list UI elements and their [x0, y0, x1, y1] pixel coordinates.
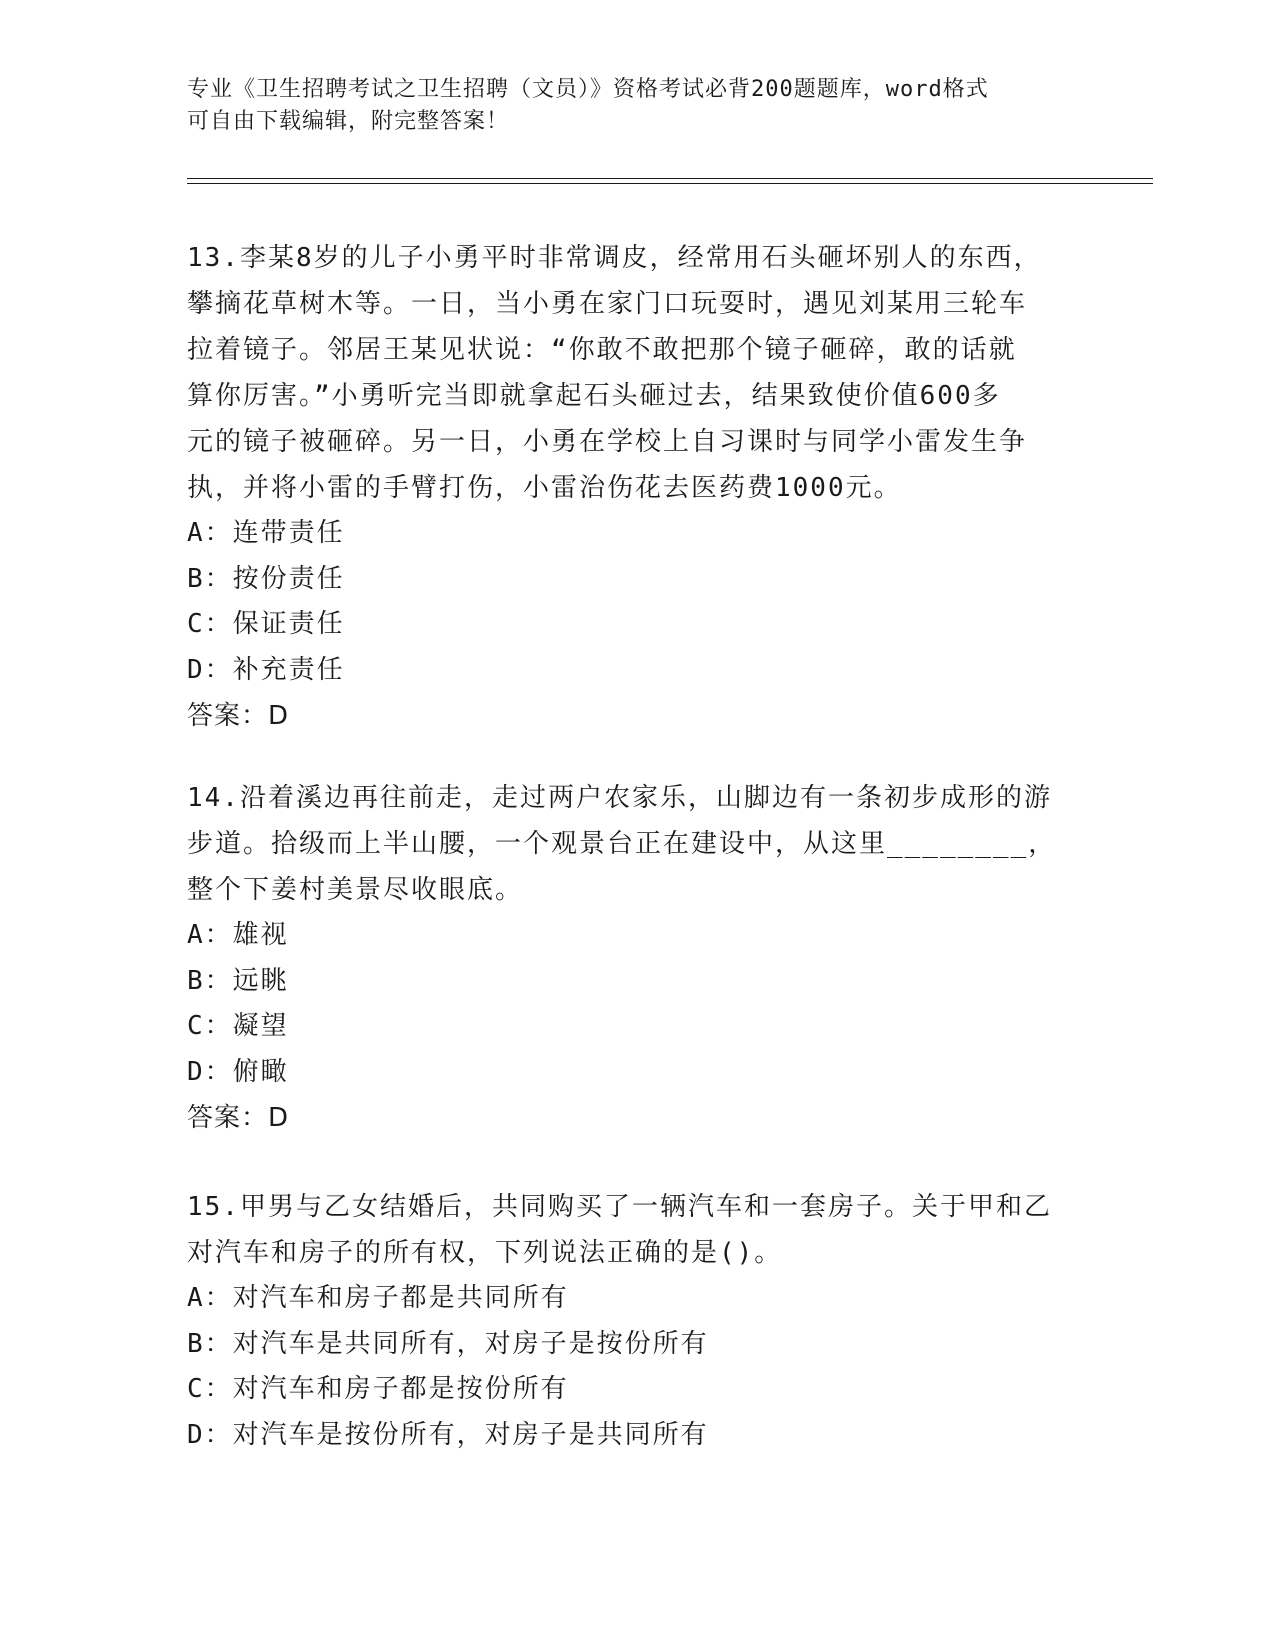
- option-d: D：对汽车是按份所有，对房子是共同所有: [187, 1419, 709, 1450]
- stem-line: 14.沿着溪边再往前走，走过两户农家乐，山脚边有一条初步成形的游: [187, 783, 1052, 813]
- option-a: A：连带责任: [187, 518, 345, 548]
- option-a: A：雄视: [187, 920, 289, 950]
- option-b: B：按份责任: [187, 563, 345, 594]
- option-b: B：对汽车是共同所有，对房子是按份所有: [187, 1328, 709, 1359]
- answer: 答案：D: [187, 1103, 290, 1133]
- header-line-1: 专业《卫生招聘考试之卫生招聘（文员）》资格考试必背200题题库，word格式: [187, 77, 989, 102]
- question-stem: [187, 775, 1067, 913]
- option-a: A：对汽车和房子都是共同所有: [187, 1283, 569, 1313]
- question-stem: [187, 235, 1067, 511]
- stem-line: 元的镜子被砸碎。另一日，小勇在学校上自习课时与同学小雷发生争: [187, 427, 1028, 457]
- option-d: D：补充责任: [187, 654, 345, 685]
- stem-line: 算你厉害。”小勇听完当即就拿起石头砸过去，结果致使价值600多: [187, 381, 1001, 411]
- header-line-2: 可自由下载编辑，附完整答案！: [187, 109, 510, 134]
- stem-line: 执，并将小雷的手臂打伤，小雷治伤花去医药费1000元。: [187, 473, 902, 503]
- stem-line: 整个下姜村美景尽收眼底。: [187, 875, 524, 905]
- header-divider-top: [187, 178, 1153, 179]
- option-c: C：凝望: [187, 1011, 289, 1041]
- question-15: [187, 1184, 1067, 1458]
- document-header: [187, 74, 1077, 138]
- header-divider-bottom: [187, 183, 1153, 184]
- option-c: C：保证责任: [187, 609, 345, 639]
- stem-line: 拉着镜子。邻居王某见状说：“你敢不敢把那个镜子砸碎，敢的话就: [187, 335, 1017, 365]
- option-c: C：对汽车和房子都是按份所有: [187, 1374, 569, 1404]
- option-b: B：远眺: [187, 965, 289, 996]
- option-d: D：俯瞰: [187, 1056, 289, 1087]
- question-stem: [187, 1184, 1067, 1276]
- stem-line: 对汽车和房子的所有权，下列说法正确的是()。: [187, 1238, 783, 1268]
- stem-line: 攀摘花草树木等。一日，当小勇在家门口玩耍时，遇见刘某用三轮车: [187, 289, 1028, 319]
- stem-line: 13.李某8岁的儿子小勇平时非常调皮，经常用石头砸坏别人的东西，: [187, 243, 1042, 273]
- stem-line: 步道。拾级而上半山腰，一个观景台正在建设中，从这里________，: [187, 829, 1057, 859]
- stem-line: 15.甲男与乙女结婚后，共同购买了一辆汽车和一套房子。关于甲和乙: [187, 1192, 1052, 1222]
- question-13: [187, 235, 1067, 739]
- answer: 答案：D: [187, 701, 290, 731]
- question-14: [187, 775, 1067, 1141]
